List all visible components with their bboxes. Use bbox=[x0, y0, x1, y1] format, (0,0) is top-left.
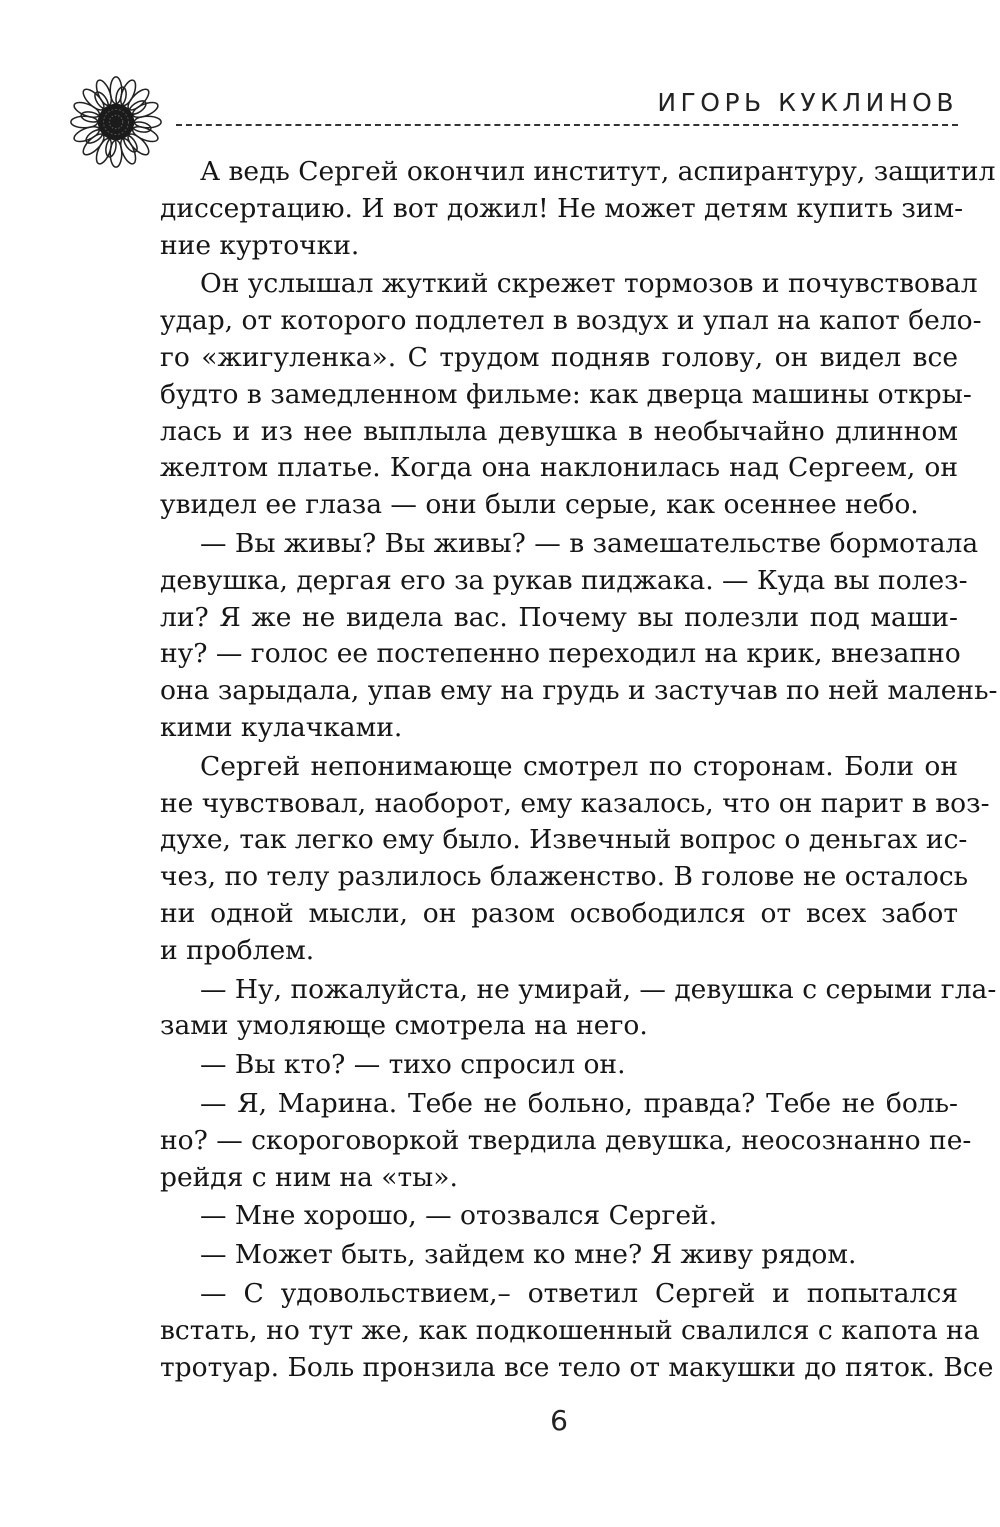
text-line: ну? — голос ее постепенно переходил на крик, внезапно bbox=[160, 638, 961, 670]
text-line: рейдя с ним на «ты». bbox=[160, 1161, 458, 1193]
text-line: лась и из нее выплыла девушка в необычайно длинном bbox=[160, 415, 958, 447]
text-line: тротуар. Боль пронзила все тело от макушки до пяток. Все bbox=[160, 1351, 994, 1383]
paragraph bbox=[160, 526, 998, 747]
body-text bbox=[160, 154, 998, 1388]
paragraph bbox=[160, 1198, 958, 1235]
text-line: зами умоляюще смотрела на него. bbox=[160, 1010, 648, 1042]
header-divider bbox=[176, 124, 958, 126]
text-line: А ведь Сергей окончил институт, аспирантуру, защитил bbox=[200, 156, 996, 187]
text-line: но? — скороговоркой твердила девушка, неосознанно пе- bbox=[160, 1124, 972, 1156]
text-line: ли? Я же не видела вас. Почему вы полезли под маши- bbox=[160, 601, 958, 633]
paragraph bbox=[160, 266, 982, 524]
text-line: — Мне хорошо, — отозвался Сергей. bbox=[200, 1200, 718, 1232]
text-line: Он услышал жуткий скрежет тормозов и почувствовал bbox=[200, 268, 978, 300]
text-line: Сергей непонимающе смотрел по сторонам. Боли он bbox=[200, 750, 958, 782]
text-line: — Я, Марина. Тебе не больно, правда? Тебе не боль- bbox=[200, 1087, 958, 1119]
paragraph bbox=[160, 972, 997, 1046]
paragraph bbox=[160, 1086, 972, 1196]
text-line: чез, по телу разлилось блаженство. В голове не осталось bbox=[160, 861, 969, 893]
sunflower-icon bbox=[68, 74, 164, 170]
running-head-author: ИГОРЬ КУКЛИНОВ bbox=[657, 88, 958, 117]
text-line: кими кулачками. bbox=[160, 711, 403, 743]
paragraph bbox=[160, 749, 990, 970]
text-line: — Может быть, зайдем ко мне? Я живу рядом. bbox=[200, 1239, 857, 1271]
text-line: увидел ее глаза — они были серые, как осеннее небо. bbox=[160, 489, 919, 521]
text-line: ни одной мысли, он разом освободился от всех забот bbox=[160, 897, 958, 929]
text-line: не чувствовал, наоборот, ему казалось, что он парит в воз- bbox=[160, 787, 990, 819]
text-line: духе, так легко ему было. Извечный вопрос о деньгах ис- bbox=[160, 824, 968, 856]
text-line: удар, от которого подлетел в воздух и упал на капот бело- bbox=[160, 305, 982, 337]
paragraph bbox=[160, 154, 996, 264]
text-line: она зарыдала, упав ему на грудь и застучав по ней малень- bbox=[160, 675, 998, 707]
text-line: — Вы кто? — тихо спросил он. bbox=[200, 1049, 626, 1081]
text-line: — С удовольствием,– ответил Сергей и попытался bbox=[200, 1277, 958, 1309]
text-line: девушка, дергая его за рукав пиджака. — Куда вы полез- bbox=[160, 564, 968, 596]
text-line: желтом платье. Когда она наклонилась над Сергеем, он bbox=[160, 452, 958, 484]
text-line: встать, но тут же, как подкошенный свалился с капота на bbox=[160, 1314, 980, 1346]
text-line: го «жигуленка». С трудом подняв голову, он видел все bbox=[160, 341, 958, 373]
text-line: будто в замедленном фильме: как дверца машины откры- bbox=[160, 378, 972, 410]
page-number: 6 bbox=[550, 1404, 568, 1437]
text-line: — Ну, пожалуйста, не умирай, — девушка с серыми гла- bbox=[200, 973, 997, 1005]
paragraph bbox=[160, 1276, 994, 1386]
paragraph bbox=[160, 1047, 958, 1084]
text-line: диссертацию. И вот дожил! Не может детям купить зим- bbox=[160, 192, 964, 224]
paragraph bbox=[160, 1237, 958, 1274]
text-line: и проблем. bbox=[160, 934, 315, 966]
text-line: ние курточки. bbox=[160, 229, 360, 261]
text-line: — Вы живы? Вы живы? — в замешательстве бормотала bbox=[200, 527, 979, 559]
